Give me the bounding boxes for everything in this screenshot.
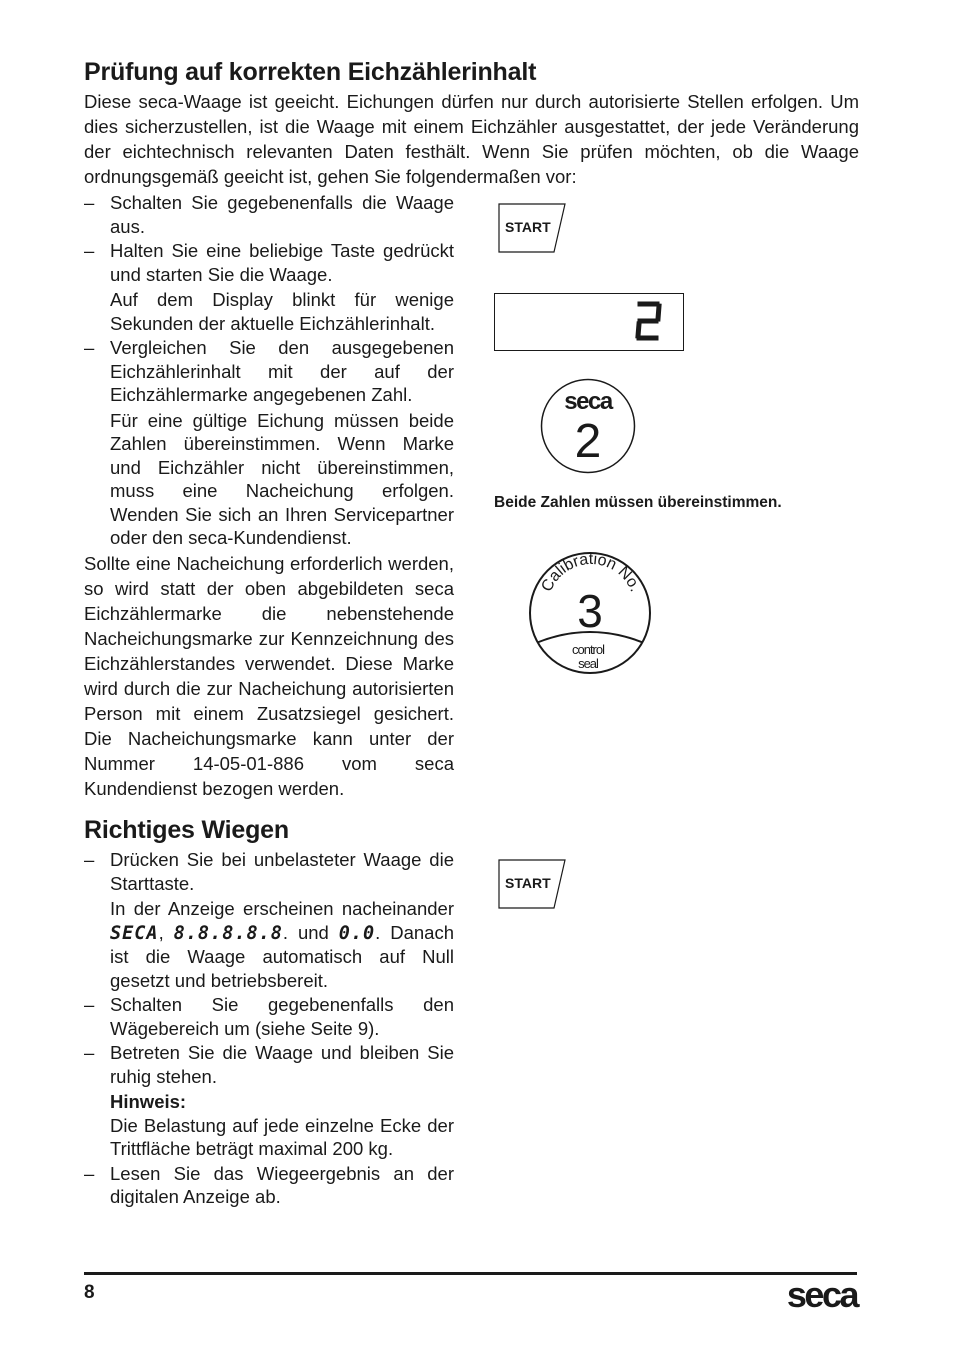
note-separator-2: . und	[282, 921, 339, 943]
step-compare-note: Für eine gültige Eichung müssen beide Zahlen übereinstimmen. Wenn Marke und Eichzähler nicht übereinstimmen, muss eine Nacheichung erfolgen. Wenden Sie sich an Ihren Servicepartner oder den seca-Kundendienst.	[110, 409, 454, 548]
step-read-result: – Lesen Sie das Wiegeergebnis an der digitalen Anzeige ab.	[84, 1162, 454, 1209]
section-title-calibration: Prüfung auf korrekten Eichzählerinhalt	[84, 58, 537, 86]
calibration-seal	[528, 551, 652, 675]
step-press-start-note	[84, 897, 454, 992]
step-switch-off: – Schalten Sie gegebenenfalls die Waage aus.	[84, 191, 454, 238]
calibration-arc-text: Calibration No.	[538, 551, 644, 595]
seca-seal	[540, 378, 636, 474]
intro-paragraph: Diese seca-Waage ist geeicht. Eichungen dürfen nur durch autorisierte Stellen erfolgen. Um dies sicherzustellen, ist die Waage mit einem Eichzähler ausgestattet, der jede Veränderung der eichtechnisch relevanten Daten festhält. Wenn Sie prüfen möchten, ob die Waage ordnungsgemäß geeicht ist, gehen Sie folgendermaßen vor:	[84, 91, 859, 187]
start-button-figure	[498, 203, 564, 251]
lcd-display	[494, 293, 684, 351]
brand-logo: seca	[786, 1274, 857, 1315]
calibration-steps	[84, 191, 454, 801]
step-hold-key: – Halten Sie eine beliebige Taste gedrückt und starten Sie die Waage.	[84, 239, 454, 286]
step-step-on: – Betreten Sie die Waage und bleiben Sie ruhig stehen.	[84, 1041, 454, 1088]
step-press-start: – Drücken Sie bei unbelasteter Waage die Starttaste.	[84, 848, 454, 895]
segment-zero: 0.0	[338, 922, 376, 944]
figure-caption: Beide Zahlen müssen übereinstimmen.	[494, 494, 782, 511]
lcd-digit: 2	[645, 333, 647, 335]
weighing-steps	[84, 848, 454, 1209]
hint-label: Hinweis:	[110, 1091, 187, 1112]
start-label: START	[505, 219, 551, 235]
calibration-seal-text: seal	[578, 656, 598, 671]
segment-seca: SECA	[110, 922, 159, 944]
recalibration-paragraph: Sollte eine Nacheichung erforderlich werden, so wird statt der oben abgebildeten seca Eichzählermarke die nebenstehende Nacheichungsmarke zur Kennzeichnung des Eichzählerstandes verwendet. Diese Marke wird durch die zur Nacheichung autorisierten Person mit einem Zusatzsiegel gesichert. Die Nacheichungsmarke kann unter der Nummer 14-05-01-886 vom seca Kundendienst bezogen werden.	[84, 552, 454, 799]
step-switch-range: – Schalten Sie gegebenenfalls den Wägebereich um (siehe Seite 9).	[84, 993, 454, 1040]
page-number: 8	[84, 1282, 95, 1303]
note-text-b: . Danach ist die Waage automatisch auf Null gesetzt und betriebsbereit.	[110, 921, 455, 991]
footer-rule	[84, 1272, 857, 1275]
note-separator-1: ,	[158, 921, 174, 943]
calibration-control-text: control	[571, 642, 605, 657]
section-title-weighing: Richtiges Wiegen	[84, 816, 289, 844]
seal-brand: seca	[564, 388, 612, 415]
start-label-2: START	[505, 875, 551, 891]
segment-88888: 8.8.8.8.8	[173, 922, 283, 944]
step-hold-key-note: Auf dem Display blinkt für wenige Sekunden der aktuelle Eichzählerinhalt.	[110, 289, 454, 334]
lcd-digit-segments	[638, 304, 659, 338]
step-compare: – Vergleichen Sie den ausgegebenen Eichzählerinhalt mit der auf der Eichzählermarke angegebenen Zahl.	[84, 336, 454, 407]
start-button-figure-2	[498, 859, 564, 907]
hint-text: Die Belastung auf jede einzelne Ecke der Trittfläche beträgt maximal 200 kg.	[110, 1114, 454, 1159]
note-text-a: In der Anzeige erscheinen nacheinander	[110, 898, 454, 919]
seal-number: 2	[574, 415, 602, 468]
calibration-number: 3	[577, 585, 603, 637]
